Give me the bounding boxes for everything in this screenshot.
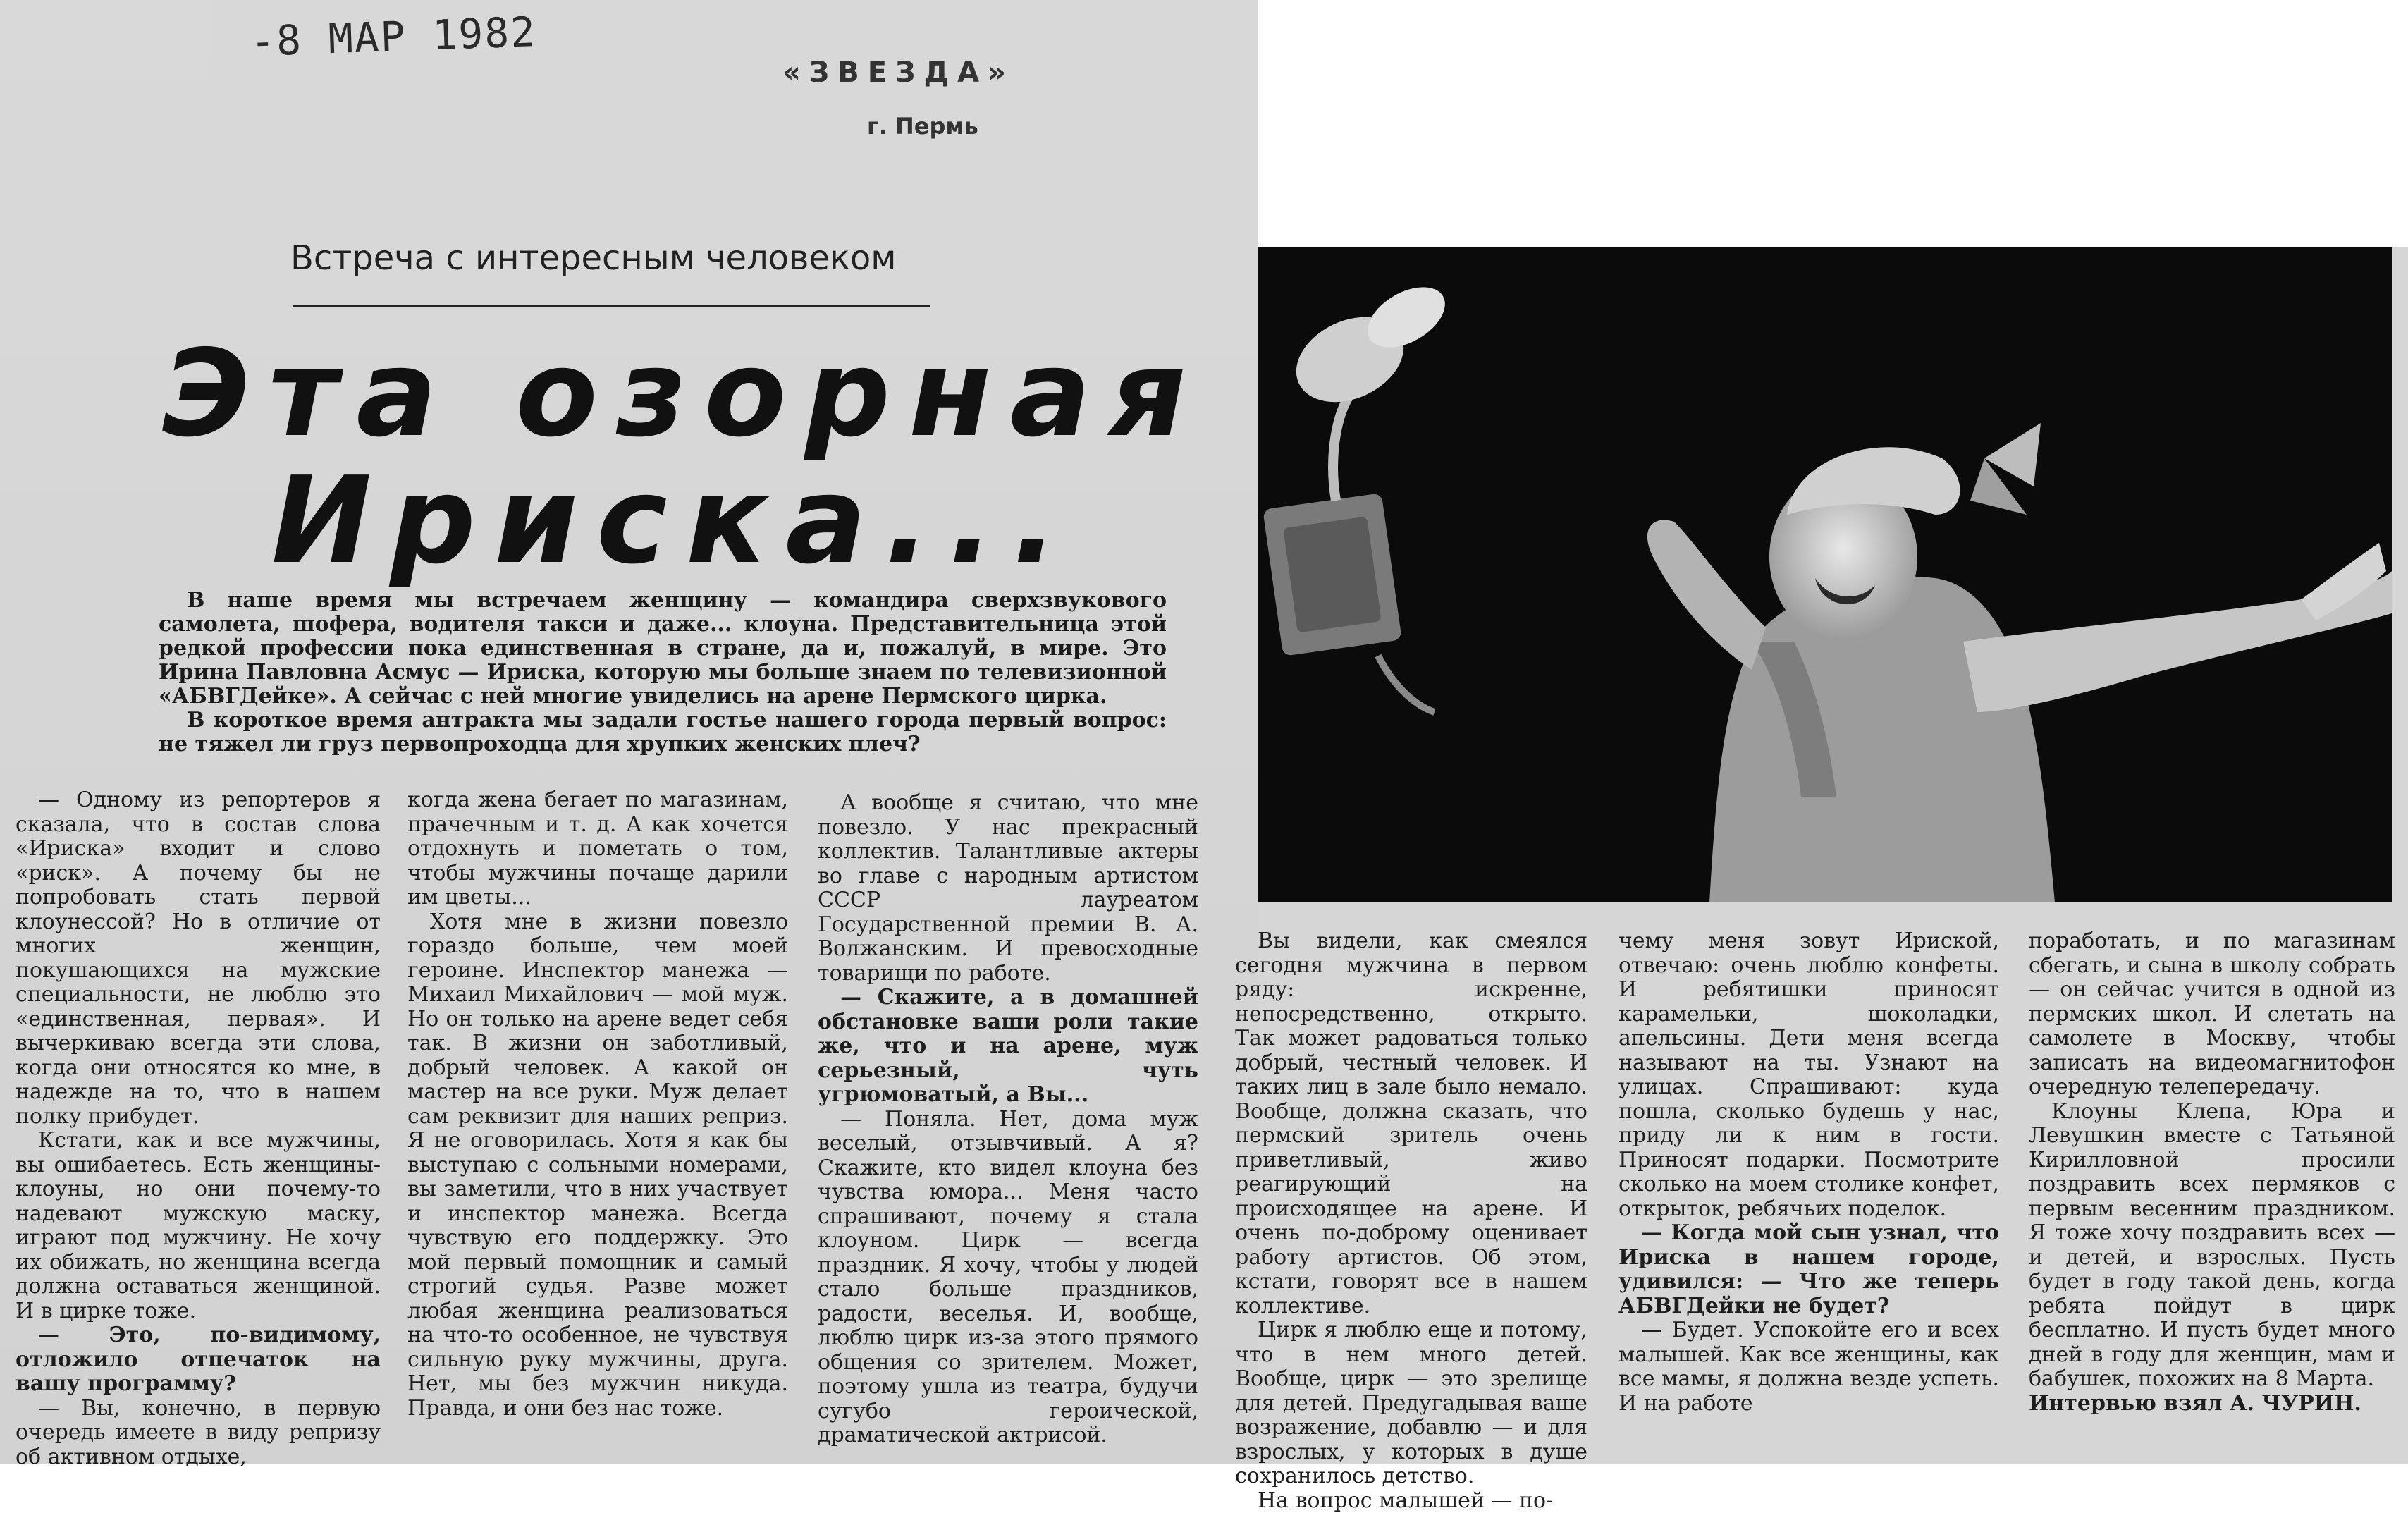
paragraph: Хотя мне в жизни повезло гораздо больше, чем моей героине. Инспектор манежа — Михаил Михайлович — мой муж. Но он только на арене ведет себя так. В жизни он заботливый, добрый человек. А какой он мастер на все руки. Муж делает сам реквизит для наших реприз. Я не оговорилась. Хотя я как бы выступаю с сольными номерами, вы заметили, что в них участвует и инспектор манежа. Всегда чувствую его поддержку. Это мой первый помощник и самый строгий судья. Разве может любая женщина реализоваться на что-то особенное, не чувствуя сильную руку мужчины, друга. Нет, мы без мужчин никуда. Правда, и они без нас тоже.	[407, 910, 788, 1421]
paragraph: — Вы, конечно, в первую очередь имеете в виду репризу об активном отдыхе,	[16, 1397, 381, 1470]
text-column-4	[1235, 929, 1587, 1513]
text-column-2	[407, 788, 788, 1421]
clown-photo	[1258, 247, 2392, 902]
paragraph: — Будет. Успокойте его и всех малышей. Как все женщины, как все мамы, я должна везде успеть. И на работе	[1618, 1318, 1999, 1416]
paragraph: поработать, и по магазинам сбегать, и сына в школу собрать — он сейчас учится в одной из пермских школ. И слетать на самолете в Москву, чтобы записать на видеомагнитофон очередную телепередачу.	[2029, 929, 2395, 1100]
question: — Скажите, а в домашней обстановке ваши роли такие же, что и на арене, муж серьезный, чуть угрюмоватый, а Вы...	[818, 986, 1198, 1108]
paragraph: когда жена бегает по магазинам, прачечным и т. д. А как хочется отдохнуть и пометать о том, чтобы мужчины почаще дарили им цветы...	[407, 788, 788, 910]
text-column-1	[16, 788, 381, 1469]
section-rubric: Встреча с интересным человеком	[290, 238, 897, 278]
lead-paragraph	[159, 589, 1167, 756]
headline-line-2: Ириска...	[271, 451, 1076, 591]
clown-photo-illustration	[1258, 247, 2392, 902]
city-stamp: г. Пермь	[867, 113, 978, 140]
rubric-underline	[293, 305, 930, 307]
question: — Это, по-видимому, отложило отпечаток на вашу программу?	[16, 1323, 381, 1397]
paragraph: — Одному из репортеров я сказала, что в состав слова «Ириска» входит и слово «риск». А почему бы не попробовать стать первой клоунессой? Но в отличие от многих женщин, покушающихся на мужские специальности, не люблю это «единственная, первая». И вычеркиваю всегда эти слова, когда они относятся ко мне, в надежде на то, что в нашем полку прибудет.	[16, 788, 381, 1129]
byline: Интервью взял А. ЧУРИН.	[2029, 1392, 2395, 1416]
paragraph: Клоуны Клепа, Юра и Левушкин вместе с Татьяной Кирилловной просили поздравить всех пермяков с первым весенним праздником. Я тоже хочу поздравить всех — и детей, и взрослых. Пусть будет в году такой день, когда ребята пойдут в цирк бесплатно. И пусть будет много дней в году для женщин, мам и бабушек, похожих на 8 Марта.	[2029, 1100, 2395, 1392]
text-column-5	[1618, 929, 1999, 1416]
newspaper-stamp: «ЗВЕЗДА»	[782, 56, 1014, 89]
paragraph: А вообще я считаю, что мне повезло. У нас прекрасный коллектив. Талантливые актеры во главе с народным артистом СССР лауреатом Государственной премии В. А. Волжанским. И превосходные товарищи по работе.	[818, 791, 1198, 986]
paragraph: Цирк я люблю еще и потому, что в нем много детей. Вообще, цирк — это зрелище для детей. Предугадывая ваше возражение, добавлю — и для взрослых, у которых в душе сохранилось детство.	[1235, 1318, 1587, 1489]
paragraph: Вы видели, как смеялся сегодня мужчина в первом ряду: искренне, непосредственно, открыто. Так может радоваться только добрый, честный человек. И таких лиц в зале было немало. Вообще, должна сказать, что пермский зритель очень приветливый, живо реагирующий на происходящее на арене. И очень по-доброму оценивает работу артистов. Об этом, кстати, говорят все в нашем коллективе.	[1235, 929, 1587, 1318]
paragraph: На вопрос малышей — по-	[1235, 1489, 1587, 1513]
question: — Когда мой сын узнал, что Ириска в нашем городе, удивился: — Что же теперь АБВГДейки не будет?	[1618, 1221, 1999, 1318]
paragraph: Кстати, как и все мужчины, вы ошибаетесь. Есть женщины-клоуны, но они почему-то надевают мужскую маску, играют под мужчину. Не хочу их обижать, но женщина всегда должна оставаться женщиной. И в цирке тоже.	[16, 1129, 381, 1323]
date-stamp: -8 МАР 1982	[250, 8, 537, 66]
text-column-6	[2029, 929, 2395, 1416]
lead-text-1: В наше время мы встречаем женщину — командира сверхзвукового самолета, шофера, водителя такси и даже... клоуна. Представительница этой редкой профессии пока единственная в стране, да и, пожалуй, в мире. Это Ирина Павловна Асмус — Ириска, которую мы больше знаем по телевизионной «АБВГДейке». А сейчас с ней многие увиделись на арене Пермского цирка.	[159, 589, 1167, 709]
paragraph: — Поняла. Нет, дома муж веселый, отзывчивый. А я? Скажите, кто видел клоуна без чувства юмора... Меня часто спрашивают, почему я стала клоуном. Цирк — всегда праздник. Я хочу, чтобы у людей стало больше праздников, радости, веселья. И, вообще, люблю цирк из-за этого прямого общения со зрителем. Может, поэтому ушла из театра, будучи сугубо героической, драматической актрисой.	[818, 1108, 1198, 1448]
paragraph: чему меня зовут Ириской, отвечаю: очень люблю конфеты. И ребятишки приносят карамельки, шоколадки, апельсины. Дети меня всегда называют на ты. Узнают на улицах. Спрашивают: куда пошла, сколько будешь у нас, приду ли к ним в гости. Приносят подарки. Посмотрите сколько на моем столике конфет, открыток, ребячьих поделок.	[1618, 929, 1999, 1221]
lead-text-2: В короткое время антракта мы задали гостье нашего города первый вопрос: не тяжел ли груз первопроходца для хрупких женских плеч?	[159, 709, 1167, 756]
text-column-3	[818, 791, 1198, 1448]
headline-line-1: Эта озорная	[162, 324, 1205, 464]
